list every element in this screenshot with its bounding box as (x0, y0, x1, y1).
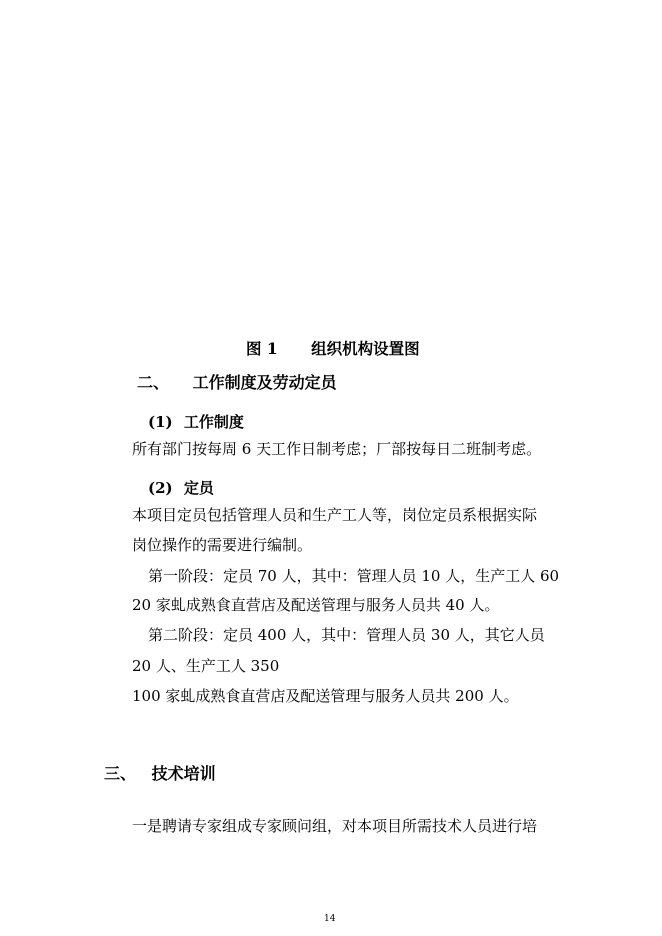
phase-1-line-1: 第一阶段：定员 70 人，其中：管理人员 10 人，生产工人 60 (148, 567, 560, 585)
section-2-title: 工作制度及劳动定员 (192, 373, 337, 392)
section-2-number: 二、 (137, 373, 170, 392)
figure-label: 图 1 (246, 339, 278, 358)
subsection-2-title: 定员 (183, 479, 214, 497)
subsection-1-title: 工作制度 (183, 413, 244, 431)
phase-2-line-2: 20 人、生产工人 350 (132, 657, 280, 675)
phase-2-line-3: 100 家虬成熟食直营店及配送管理与服务人员共 200 人。 (132, 687, 519, 705)
section-2-heading (137, 373, 337, 393)
figure-title: 组织机构设置图 (311, 339, 420, 358)
subsection-1-number: (1) (148, 413, 173, 431)
staffing-paragraph-line-2: 岗位操作的需要进行编制。 (132, 536, 313, 554)
section-3-title: 技术培训 (151, 764, 216, 783)
work-system-paragraph: 所有部门按每周 6 天工作日制考虑；厂部按每日二班制考虑。 (132, 440, 542, 458)
staffing-paragraph-line-1: 本项目定员包括管理人员和生产工人等，岗位定员系根据实际 (132, 506, 538, 524)
subsection-2-number: (2) (148, 479, 173, 497)
phase-1-line-2: 20 家虬成熟食直营店及配送管理与服务人员共 40 人。 (132, 596, 500, 614)
training-paragraph: 一是聘请专家组成专家顾问组，对本项目所需技术人员进行培 (132, 817, 538, 835)
subsection-2-heading (148, 478, 214, 498)
section-3-heading (104, 764, 216, 784)
figure-caption (246, 339, 420, 359)
subsection-1-heading (148, 412, 244, 432)
page-number: 14 (324, 914, 336, 924)
section-3-number: 三、 (104, 764, 137, 783)
phase-2-line-1: 第二阶段：定员 400 人，其中：管理人员 30 人，其它人员 (148, 626, 545, 644)
